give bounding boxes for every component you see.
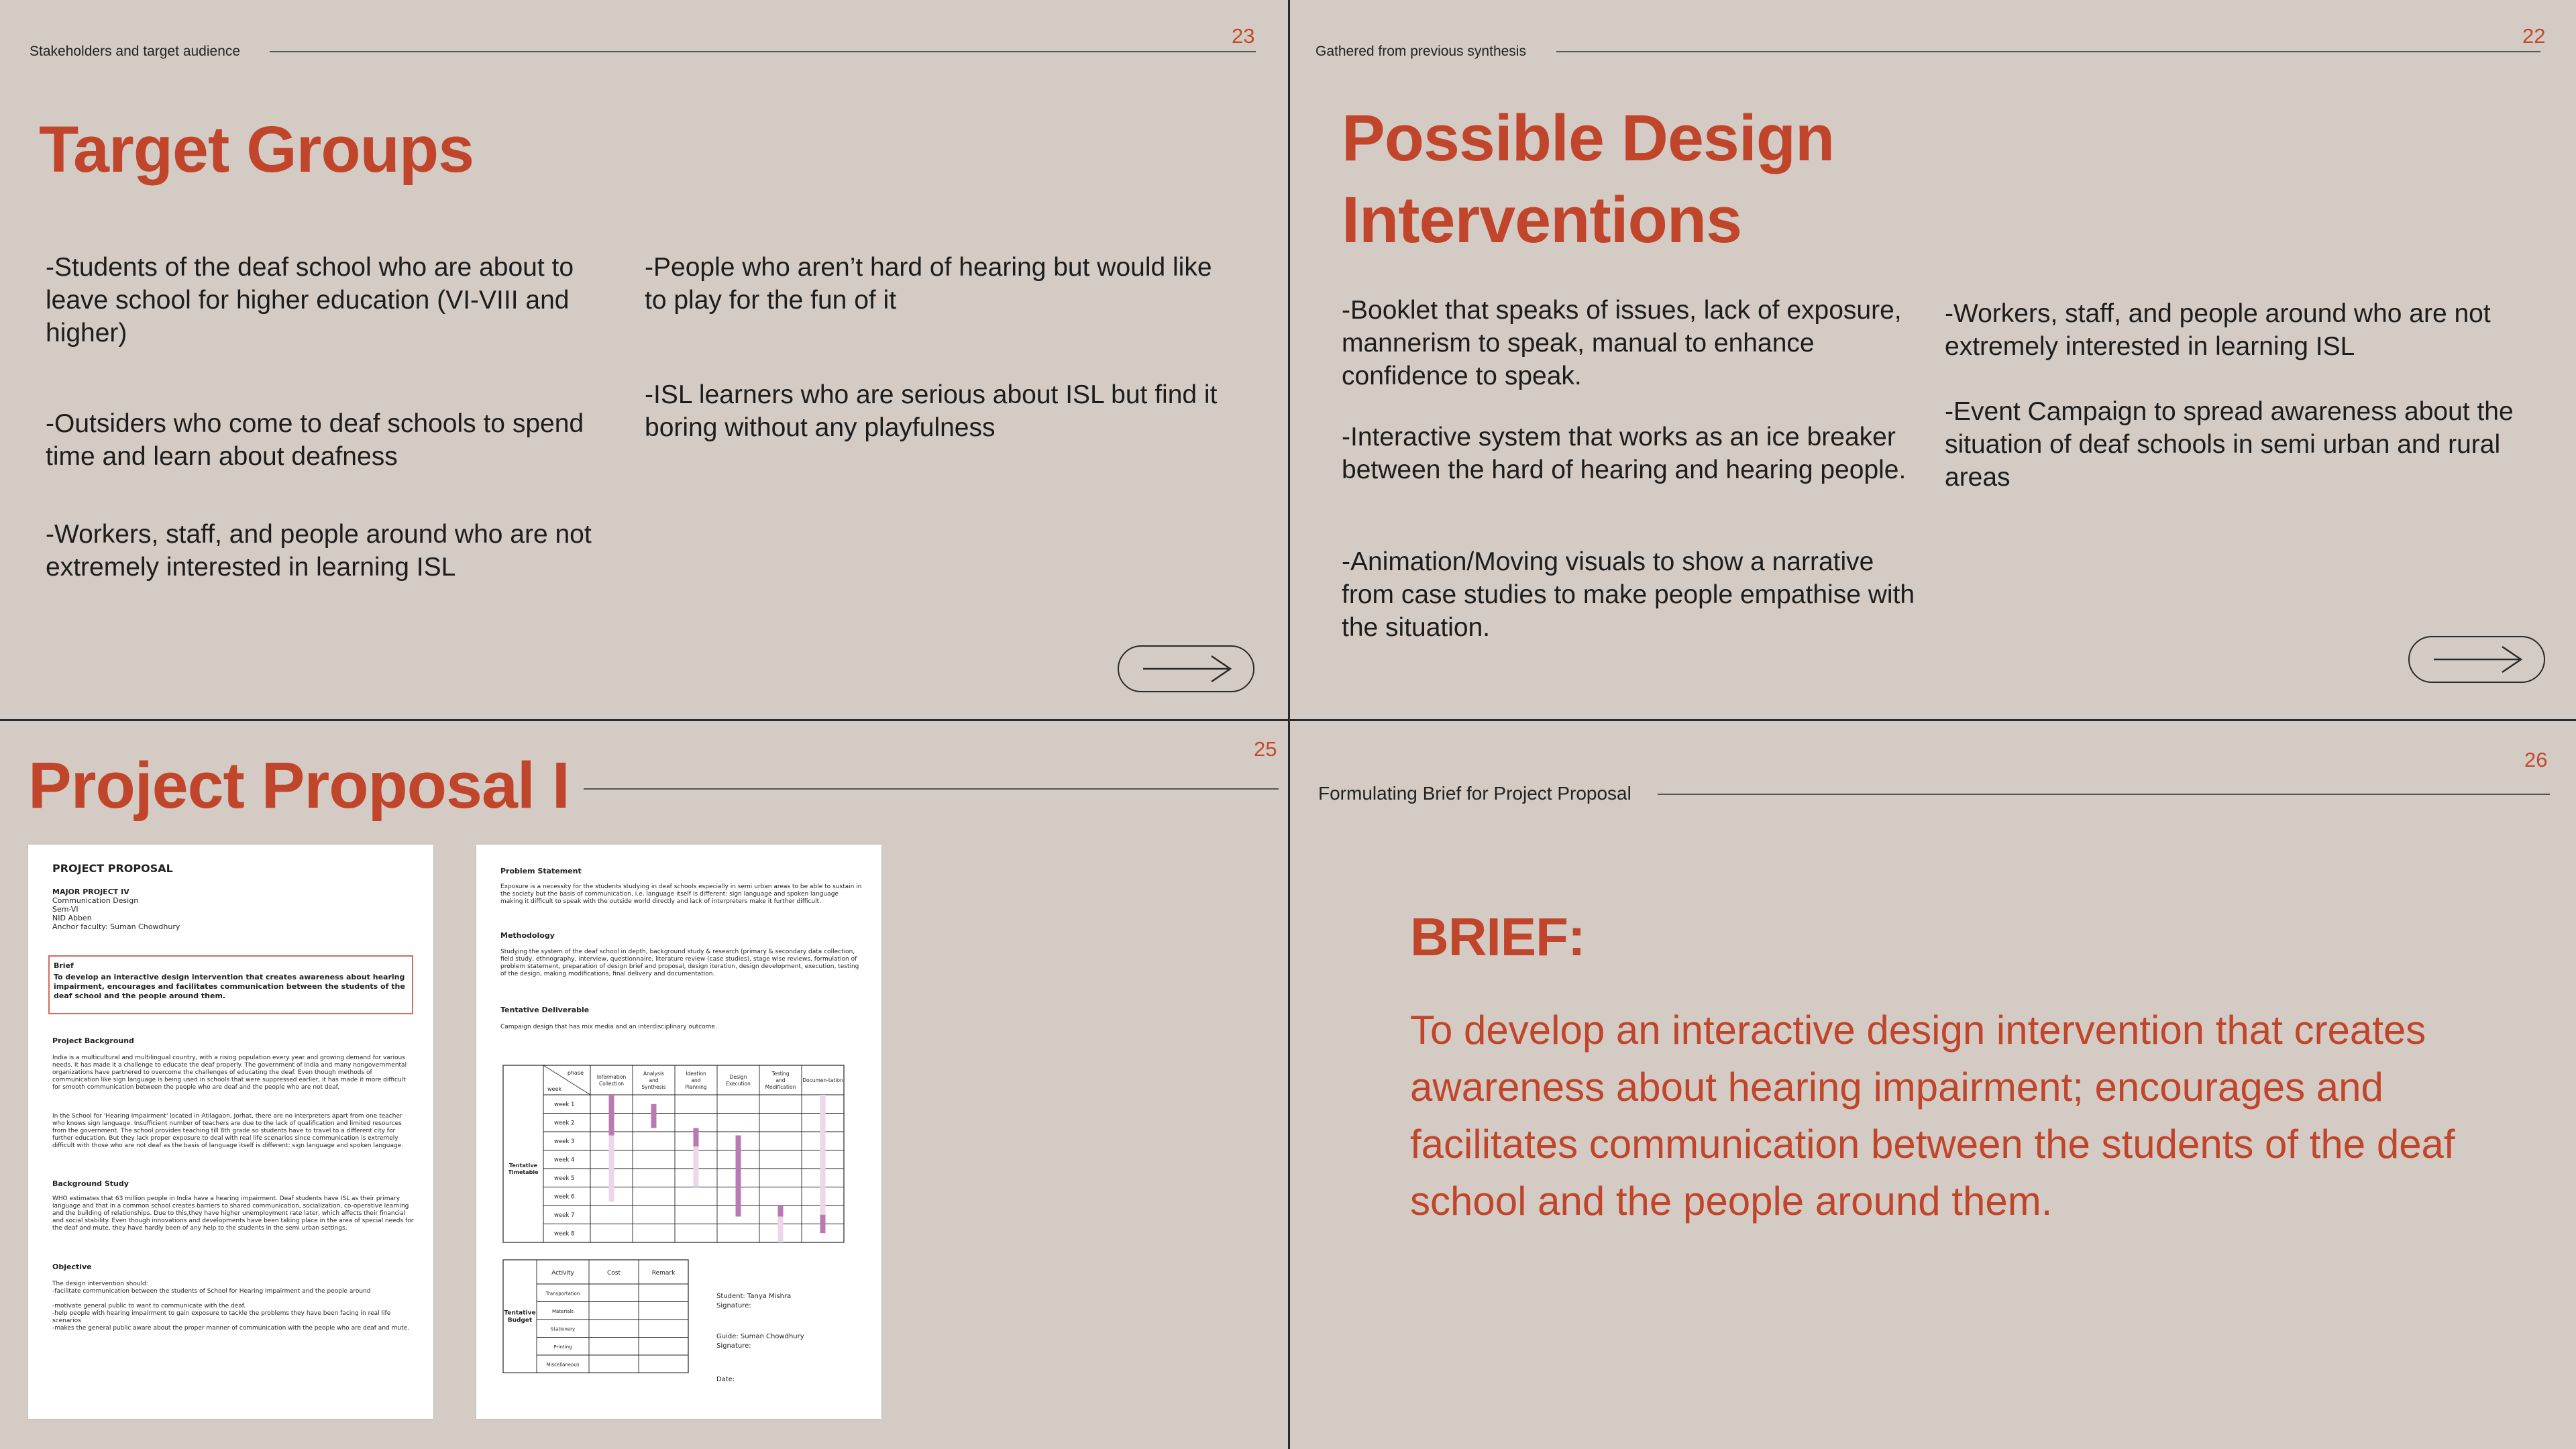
objective-item: -help people with hearing impairment to gain exposure to tackle the problems they have been facing in real life scenarios	[52, 1310, 391, 1324]
timetable-phase-header	[685, 1071, 707, 1090]
section-text: The design intervention should:	[52, 1281, 148, 1287]
header-rule	[270, 51, 1256, 52]
timetable-phase-word: Modification	[765, 1084, 796, 1090]
section-label: Objective	[52, 1263, 92, 1271]
page-title: Project Proposal I	[28, 749, 570, 822]
brief-text: To develop an interactive design intervention that creates awareness about hearing impairment, encourages and facilitates communication between the students of the deaf school and the people around them.	[54, 973, 405, 1000]
timetable-phase-word: Analysis	[643, 1071, 664, 1077]
doc-meta: Sem-VI	[52, 905, 78, 914]
timetable-phase-word: Ideation	[686, 1071, 706, 1077]
section-text: Exposure is a necessity for the students studying in deaf schools especially in semi urban areas to be able to sustain in the society but the basis of communication, i.e. language itself is different: sign language and spoken language making it difficult to speak with the outside world directly and lack of interpreters make it further difficult.	[500, 883, 862, 905]
timetable-side-word: Timetable	[508, 1169, 539, 1175]
student-name: Student: Tanya Mishra	[716, 1293, 792, 1300]
panel-target-groups	[0, 0, 1288, 719]
page-number: 26	[2524, 748, 2548, 771]
section-text: Studying the system of the deaf school in depth, background study & research (primary & secondary data collection, field study, ethnography, interview, questionnaire, literature review (case studies), stage wise reviews, formulation of problem statement, preparation of design brief and proposal, design iteration, design development, execution, testing of the design, making modifications, final delivery and documentation.	[500, 949, 859, 977]
doc-meta: NID Abben	[52, 914, 92, 922]
section-text: In the School for 'Hearing Impairment' located in Atilagaon, Jorhat, there are no interpreters apart from one teacher who knows sign language. Insufficient number of teachers are due to the lack of qualification and limited resources from the government. The school provides teaching till 8th grade so students have to travel to a different city for further education. But they lack proper exposure to deal with real life scenarios since communication is extremely difficult with those who are not deaf as the basis of language itself is different: sign language and spoken language.	[52, 1113, 404, 1149]
gantt-bar	[694, 1128, 699, 1147]
timetable-phase-word: Information	[596, 1074, 627, 1080]
budget-row-label: Printing	[553, 1344, 572, 1350]
next-arrow-button[interactable]	[1118, 645, 1254, 692]
timetable-phase-word: Design	[729, 1074, 747, 1080]
title-line: Possible Design	[1342, 101, 1835, 174]
timetable-phase-word: Documen-tation	[802, 1077, 843, 1083]
section-header: Stakeholders and target audience	[30, 44, 241, 59]
timetable-week-row-label: week 8	[554, 1230, 575, 1238]
header-rule	[1658, 794, 2550, 795]
signature-line: Signature:	[716, 1302, 751, 1309]
intervention-item: -Interactive system that works as an ice breaker between the hard of hearing and hearing people.	[1342, 423, 1907, 484]
timetable-side-label	[508, 1163, 539, 1175]
gantt-bar	[778, 1217, 784, 1243]
tentative-timetable-chart	[476, 1063, 881, 1250]
timetable-phase-word: Execution	[726, 1081, 751, 1087]
section-label: Background Study	[52, 1179, 129, 1188]
budget-column-header: Activity	[551, 1270, 574, 1277]
arrow-right-icon	[2410, 637, 2544, 682]
timetable-phase-header	[726, 1074, 751, 1087]
timetable-week-row-label: week 5	[554, 1175, 575, 1182]
section-header: Formulating Brief for Project Proposal	[1318, 783, 1631, 804]
page-number: 23	[1232, 24, 1255, 48]
guide-name: Guide: Suman Chowdhury	[716, 1333, 804, 1340]
doc-meta-title: MAJOR PROJECT IV	[52, 888, 129, 896]
gantt-bar	[820, 1215, 826, 1234]
objective-item: -makes the general public aware about the proper manner of communication with the people who are deaf and mute.	[52, 1325, 410, 1332]
section-text: WHO estimates that 63 million people in India have a hearing impairment. Deaf students have ISL as their primary language and that in a common school creates barriers to shared communication, socialization, co-operative learning and the building of relationships. Due to this,they have higher unemployment rate later, which affects their financial and social stability. Even though innovations and developments have been taking place in the area of special needs for the deaf and mute, they have hardly been of any help to the students in the semi urban settings.	[52, 1195, 414, 1232]
timetable-week-row-label: week 4	[554, 1157, 575, 1164]
timetable-phase-header	[597, 1074, 627, 1087]
intervention-item: -Workers, staff, and people around who are not extremely interested in learning ISL	[1945, 299, 2491, 361]
gantt-bar	[609, 1136, 614, 1202]
target-group-item: -Workers, staff, and people around who are not extremely interested in learning ISL	[46, 520, 592, 582]
objective-item: -motivate general public to want to communicate with the deaf.	[52, 1303, 246, 1309]
timetable-phase-word: Synthesis	[641, 1084, 666, 1090]
budget-row-label: Materials	[551, 1308, 574, 1314]
budget-row-label: Transportation	[545, 1291, 580, 1297]
gantt-bar	[736, 1136, 741, 1217]
target-group-item: -ISL learners who are serious about ISL but find it boring without any playfulness	[645, 380, 1218, 442]
timetable-week-row-label: week 6	[554, 1193, 575, 1201]
intervention-item: -Event Campaign to spread awareness about the situation of deaf schools in semi urban and rural areas	[1945, 397, 2514, 492]
panel-brief	[1290, 721, 2576, 1449]
timetable-phase-label: phase	[567, 1070, 584, 1076]
section-header: Gathered from previous synthesis	[1316, 44, 1526, 59]
brief-statement: To develop an interactive design intervention that creates awareness about hearing impairment; encourages and facilitates communication between the students of the deaf school and the people around them.	[1410, 1008, 2455, 1224]
budget-side-word: Tentative	[504, 1309, 536, 1317]
section-label: Tentative Deliverable	[500, 1006, 590, 1014]
budget-row-label: Miscellaneous	[546, 1362, 580, 1368]
panel-project-proposal	[0, 721, 1288, 1449]
proposal-document-page-2	[476, 845, 881, 1419]
target-group-item: -People who aren’t hard of hearing but would like to play for the fun of it	[645, 253, 1212, 315]
timetable-phase-word: and	[649, 1077, 659, 1083]
header-rule	[584, 788, 1279, 790]
timetable-week-row-label: week 3	[554, 1138, 575, 1145]
intervention-item: -Animation/Moving visuals to show a narrative from case studies to make people empathise with the situation.	[1342, 547, 1915, 642]
timetable-week-label: week	[547, 1086, 562, 1092]
section-label: Problem Statement	[500, 867, 582, 875]
doc-heading: PROJECT PROPOSAL	[52, 862, 173, 875]
title-line: Interventions	[1342, 183, 1742, 257]
timetable-phase-word: Testing	[771, 1071, 790, 1077]
doc-meta: Communication Design	[52, 896, 139, 905]
doc-meta: Anchor faculty: Suman Chowdhury	[52, 922, 180, 931]
next-arrow-button[interactable]	[2408, 636, 2545, 683]
page-title	[1342, 97, 1834, 261]
gantt-bar	[609, 1095, 614, 1136]
timetable-week-row-label: week 7	[554, 1212, 575, 1219]
section-text: India is a multicultural and multilingual country, with a rising population every year and growing demand for various needs. It has made it a challenge to educate the deaf properly. The government of India and many nongovernmental organizations have partnered to overcome the challenges of educating the deaf. Even though methods of communication like sign language is being used in schools that were suppressed earlier, it has made it more difficult for smooth communication between the people who are deaf and the people who are not deaf.	[52, 1055, 407, 1091]
date-line: Date:	[716, 1376, 735, 1383]
gantt-bar	[651, 1104, 657, 1128]
timetable-week-row-label: week 1	[554, 1101, 575, 1108]
header-rule	[1556, 51, 2540, 52]
target-group-item: -Outsiders who come to deaf schools to spend time and learn about deafness	[46, 409, 584, 471]
signature-line: Signature:	[716, 1342, 751, 1350]
brief-label: BRIEF:	[1410, 907, 1585, 967]
budget-side-word: Budget	[507, 1317, 533, 1324]
budget-row-label: Stationery	[550, 1326, 576, 1332]
budget-frame	[503, 1260, 688, 1373]
page-number: 22	[2522, 24, 2546, 48]
timetable-week-row-label: week 2	[554, 1120, 575, 1127]
page-title: Target Groups	[39, 113, 474, 186]
budget-column-header: Cost	[606, 1270, 621, 1277]
target-group-item: -Students of the deaf school who are about to leave school for higher education (VI-VIII and higher)	[46, 253, 574, 347]
objective-item: -facilitate communication between the students of School for Hearing Impairment and the people around	[52, 1288, 371, 1295]
gantt-bar	[694, 1146, 699, 1187]
arrow-right-icon	[1119, 647, 1253, 691]
budget-side-label	[504, 1309, 535, 1324]
timetable-phase-header	[802, 1077, 843, 1083]
timetable-phase-header	[641, 1071, 665, 1090]
section-label: Methodology	[500, 931, 555, 940]
section-text: Campaign design that has mix media and an interdisciplinary outcome.	[500, 1024, 717, 1030]
panel-design-interventions	[1290, 0, 2576, 719]
proposal-document-page-1	[28, 845, 433, 1419]
timetable-phase-word: and	[691, 1077, 701, 1083]
budget-column-header: Remark	[651, 1270, 676, 1277]
intervention-item: -Booklet that speaks of issues, lack of exposure, mannerism to speak, manual to enhance confidence to speak.	[1342, 296, 1902, 390]
tentative-budget-table	[476, 1258, 698, 1379]
timetable-phase-header	[765, 1071, 796, 1090]
brief-box	[48, 955, 413, 1014]
timetable-phase-word: Collection	[598, 1081, 625, 1087]
timetable-phase-word: and	[775, 1077, 786, 1083]
brief-label: Brief	[54, 961, 74, 970]
timetable-side-word: Tentative	[509, 1163, 537, 1169]
page-number: 25	[1254, 737, 1277, 761]
timetable-phase-word: Planning	[685, 1084, 707, 1090]
section-label: Project Background	[52, 1036, 134, 1045]
gantt-bar	[820, 1095, 826, 1215]
